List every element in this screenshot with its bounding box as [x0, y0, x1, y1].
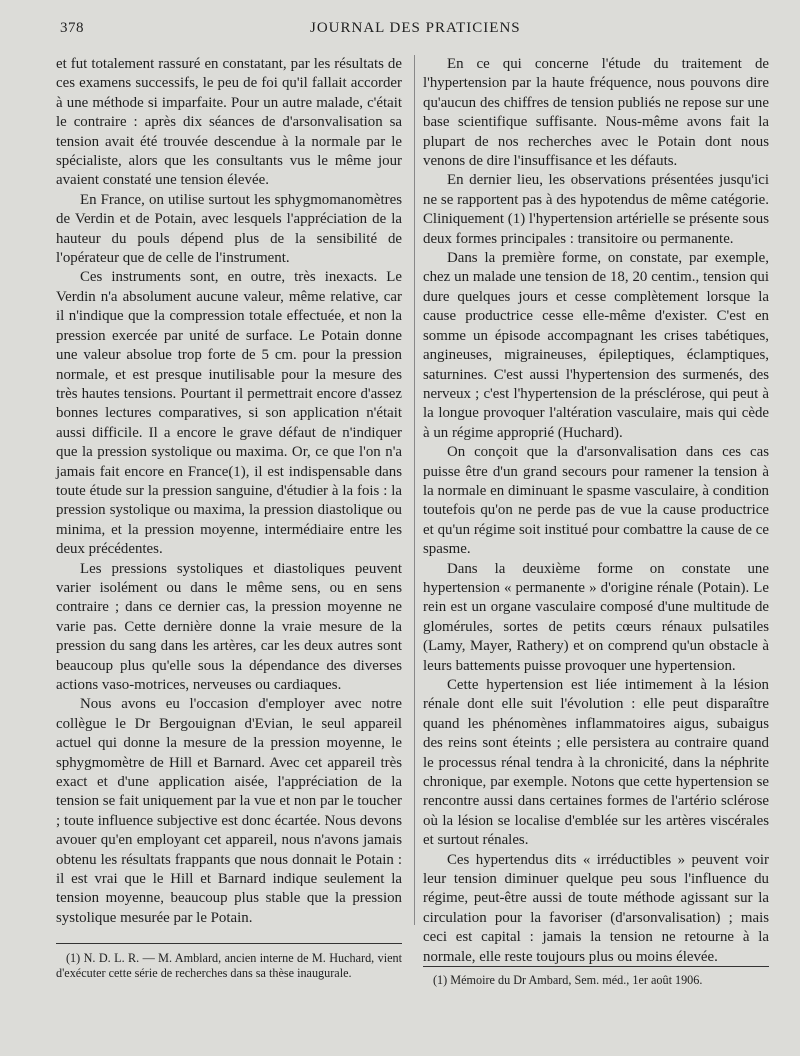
right-paragraph-1: En ce qui concerne l'étude du traitement de l'hypertension par la haute fréquence, nous pouvons dire qu'aucun des chiffres de tension publiés ne repose sur une base scientifique suffisante. Nous-même avons fait la plupart de nos recherches avec le Potain dont nous venons de dire l'insuffisance et les défauts. [423, 56, 769, 170]
left-column [56, 55, 402, 928]
page-number: 378 [60, 20, 84, 36]
right-paragraph-5: Dans la deuxième forme on constate une hypertension « permanente » d'origine rénale (Potain). Le rein est un organe vasculaire composé d'une multitude de glomérules, sortes de petits cœurs rénaux pulsatiles (Lamy, Mayer, Rathery) et on comprend qu'un obstacle à leurs battements puisse provoquer une hypertension. [423, 560, 769, 674]
left-paragraph-4: Les pressions systoliques et diastoliques peuvent varier isolément ou dans le même sens, ou en sens contraire ; dans ce dernier cas, la pression moyenne ne varie pas. Cette dernière donne la vraie mesure de la pression du sang dans les artères, car les deux autres sont beaucoup plus qu'elle sous la dépendance des diverses actions vaso-motrices, nerveuses ou cardiaques. [56, 560, 402, 693]
right-paragraph-2: En dernier lieu, les observations présentées jusqu'ici ne se rapportent pas à des hypotendus de même catégorie. Cliniquement (1) l'hypertension artérielle se présente sous deux formes principales : transitoire ou permanente. [423, 172, 769, 247]
right-column [423, 55, 769, 967]
left-footnote [56, 951, 402, 981]
right-paragraph-4: On conçoit que la d'arsonvalisation dans ces cas puisse être d'un grand secours pour ramener la tension à la normale en diminuant le spasme vasculaire, à condition toutefois qu'on ne perde pas de vue la cause productrice et qu'un régime soit institué pour combattre la cause de ce spasme. [423, 444, 769, 558]
right-footnote-text: (1) Mémoire du Dr Ambard, Sem. méd., 1er août 1906. [433, 973, 703, 987]
right-paragraph-6: Cette hypertension est liée intimement à la lésion rénale dont elle suit l'évolution : elle peut disparaître quand les phénomènes inflammatoires aigus, subaigus des reins sont éteints ; elle persistera au contraire quand le processus rénal tendra à la chronicité, dans la néphrite chronique, par exemple. Notons que cette hypertension se rencontre aussi dans certaines formes de l'artério sclérose où la lésion se localise d'emblée sur les artères viscérales et surtout rénales. [423, 677, 769, 849]
left-paragraph-1: et fut totalement rassuré en constatant, par les résultats de ces examens successifs, le peu de foi qu'il fallait accorder à une méthode si imparfaite. Pour un autre malade, c'était le contraire : après dix séances de d'arsonvalisation sa tension avait été trouvée descendue à la normale par le spécialiste, alors que les consultants vus le même jour avaient constaté une tension élevée. [56, 56, 402, 189]
right-paragraph-7: Ces hypertendus dits « irréductibles » peuvent voir leur tension diminuer quelque peu sous l'influence du régime, peut-être aussi de toute méthode agissant sur la circulation pour la favoriser (d'arsonvalisation) ; mais ceci est capital : jamais la tension ne retourne à la normale, elle reste toujours plus ou moins élevée. [423, 851, 769, 965]
left-paragraph-2: En France, on utilise surtout les sphygmomanomètres de Verdin et de Potain, avec lesquels l'appréciation de la hauteur du pouls dépend plus de la sensibilité de l'opérateur que de celle de l'instrument. [56, 191, 402, 267]
left-footnote-text: (1) N. D. L. R. — M. Amblard, ancien interne de M. Huchard, vient d'exécuter cette série de recherches dans sa thèse inaugurale. [56, 951, 402, 980]
journal-title: JOURNAL DES PRATICIENS [310, 20, 521, 36]
column-divider [414, 55, 415, 925]
right-paragraph-3: Dans la première forme, on constate, par exemple, chez un malade une tension de 18, 20 centim., tension qui dure quelques jours et cesse complètement lorsque la cause productrice cesse elle-même d'exister. C'est en somme un épisode accompagnant les crises tabétiques, angineuses, migraineuses, épileptiques, éclamptiques, saturnines. C'est aussi l'hypertension des surmenés, des nerveux ; c'est l'hypertension de la présclérose, qui peut à la longue provoquer l'altération vasculaire, mais qui cède à un régime approprié (Huchard). [423, 250, 769, 441]
right-footnote-rule [423, 966, 769, 967]
page-header [60, 18, 770, 42]
left-paragraph-3: Ces instruments sont, en outre, très inexacts. Le Verdin n'a absolument aucune valeur, même relative, car il n'indique que la compression totale effectuée, et non la pression exercée par unité de surface. Le Potain donne une valeur absolue trop forte de 5 cm. pour la pression normale, et est presque inutilisable pour la mesure des très hautes tensions. Pourtant il permettrait encore d'assez bonnes lectures comparatives, si son application n'était aussi difficile. Il a encore le grave défaut de n'indiquer que la pression systolique ou maxima. Or, ce que l'on n'a jamais fait encore en France(1), il est indispensable dans toute étude sur la pression sanguine, d'étudier à la fois : la pression systolique ou maxima, la pression diastolique ou minima, et la pression moyenne, intermédiaire entre les deux précédentes. [56, 269, 402, 558]
right-footnote [423, 973, 769, 988]
left-paragraph-5: Nous avons eu l'occasion d'employer avec notre collègue le Dr Bergouignan d'Evian, le seul appareil actuel qui donne la mesure de la pression moyenne, le sphygmomètre de Hill et Barnard. Avec cet appareil très exact et d'une application aisée, l'appréciation de la tension se fait uniquement par la vue et non par le toucher ; toute influence subjective est donc écartée. Nous devons avouer qu'en employant cet appareil, nous n'avons jamais obtenu les résultats frappants que nous donnait le Potain : il est vrai que le Hill et Barnard indique seulement la tension moyenne, beaucoup plus stable que la pression systolique mesurée par le Potain. [56, 696, 402, 926]
left-footnote-rule [56, 943, 402, 944]
